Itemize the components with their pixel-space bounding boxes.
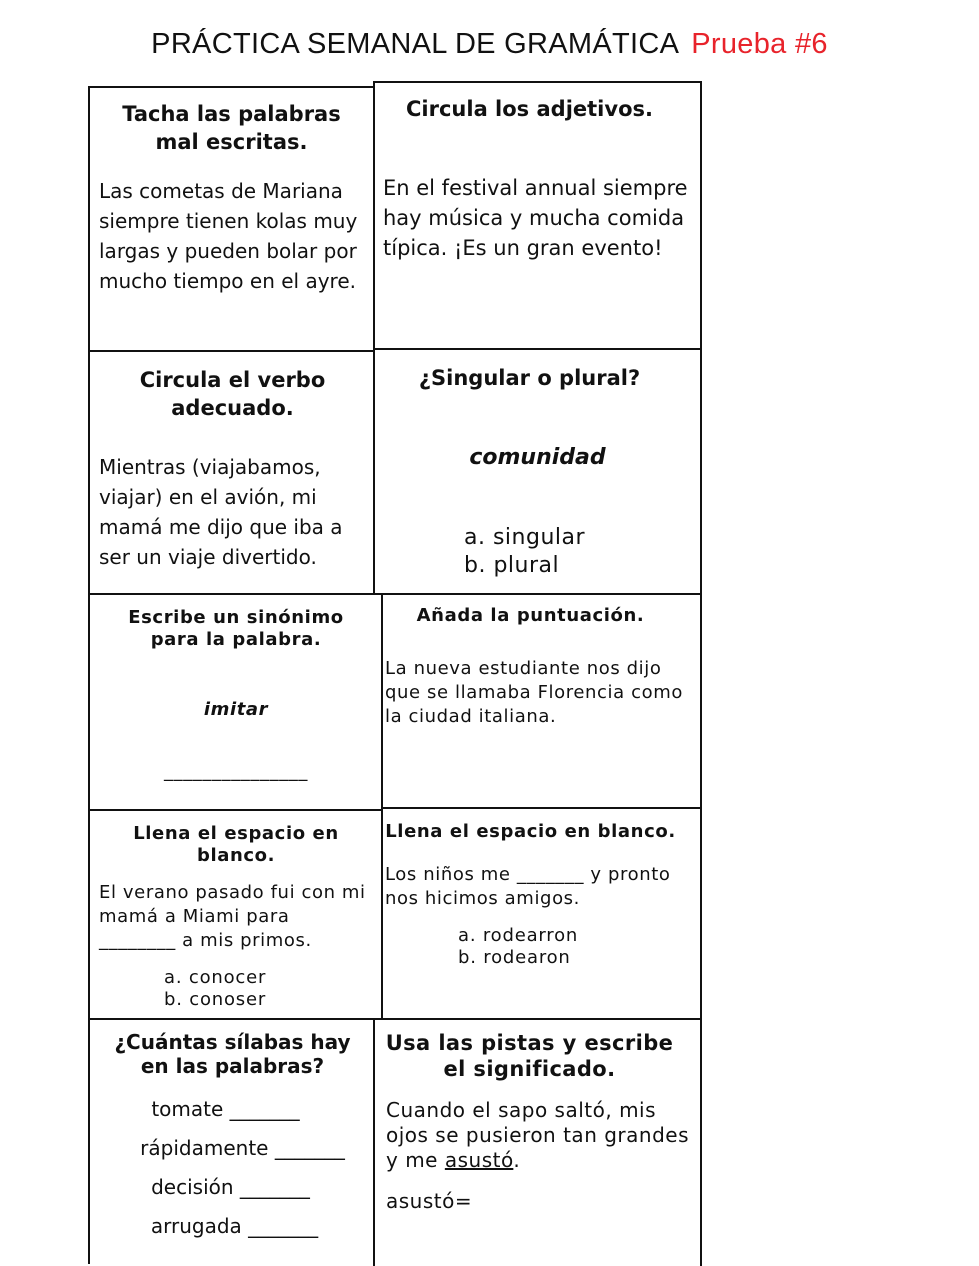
- box-singular-plural: [373, 348, 702, 596]
- word-item: decisión _______: [151, 1175, 310, 1199]
- word-item: rápidamente _______: [140, 1136, 345, 1160]
- quiz-label: Prueba #6: [691, 28, 828, 60]
- box-word: comunidad: [469, 445, 606, 470]
- title-text: PRÁCTICA SEMANAL DE GRAMÁTICA: [151, 28, 680, 60]
- box-synonym: [88, 593, 384, 813]
- underlined-word: asustó: [444, 1148, 514, 1172]
- box-heading: Circula los adjetivos.: [406, 97, 653, 121]
- option-a: a. conocer: [164, 967, 267, 988]
- box-syllables: [88, 1018, 377, 1264]
- box-text: [386, 1098, 690, 1173]
- text-before: Los niños me: [385, 864, 517, 885]
- box-heading: Llena el espacio en blanco.: [133, 823, 339, 866]
- page-title: [0, 28, 979, 61]
- text-after: a mis primos.: [175, 930, 312, 951]
- box-punctuation: [381, 593, 702, 811]
- box-misspelled-words: [88, 86, 377, 354]
- text-after: y pronto nos hicimos amigos.: [385, 864, 671, 909]
- answer-blank: _______: [516, 864, 585, 885]
- option-a: a. rodearron: [458, 925, 579, 946]
- word-item: tomate _______: [151, 1097, 300, 1121]
- box-fill-blank-1: [88, 809, 384, 1022]
- box-text: [385, 863, 690, 911]
- word-list: [90, 1090, 375, 1246]
- answer-label: asustó=: [386, 1189, 473, 1213]
- box-heading: ¿Singular o plural?: [418, 366, 641, 390]
- option-b: b. plural: [464, 553, 560, 578]
- box-fill-blank-2: [381, 807, 702, 1022]
- option-a: a. singular: [464, 525, 586, 550]
- answer-blank: _______________: [164, 761, 308, 782]
- box-text: Las cometas de Mariana siempre tienen kolas muy largas y pueden bolar por mucho tiempo en el ayre.: [99, 179, 358, 293]
- text-before: El verano pasado fui con mi mamá a Miami para: [99, 882, 366, 927]
- box-heading: Escribe un sinónimo para la palabra.: [128, 607, 344, 650]
- option-b: b. conoser: [164, 989, 267, 1010]
- box-text: La nueva estudiante nos dijo que se llamaba Florencia como la ciudad italiana.: [385, 658, 683, 727]
- box-text: Mientras (viajabamos, viajar) en el avión, mi mamá me dijo que iba a ser un viaje divertido.: [99, 455, 343, 569]
- box-text: En el festival annual siempre hay música y mucha comida típica. ¡Es un gran evento!: [383, 176, 688, 260]
- box-heading: Usa las pistas y escribe el significado.: [385, 1031, 674, 1081]
- box-heading: Tacha las palabras mal escritas.: [122, 102, 341, 154]
- answer-blank: ________: [99, 930, 176, 951]
- text-after: .: [513, 1148, 521, 1172]
- box-text: [99, 881, 374, 953]
- box-heading: Añada la puntuación.: [416, 605, 645, 626]
- word-item: arrugada _______: [150, 1214, 319, 1238]
- box-heading: Llena el espacio en blanco.: [385, 821, 676, 842]
- text-before: Cuando el sapo saltó, mis ojos se pusieron tan grandes y me: [386, 1098, 689, 1172]
- box-context-clues: [373, 1018, 702, 1266]
- box-heading: ¿Cuántas sílabas hay en las palabras?: [114, 1030, 351, 1078]
- box-verb: [88, 350, 377, 596]
- box-heading: Circula el verbo adecuado.: [139, 368, 326, 420]
- option-b: b. rodearon: [458, 947, 571, 968]
- box-adjectives: [373, 81, 702, 352]
- box-word: imitar: [203, 699, 269, 720]
